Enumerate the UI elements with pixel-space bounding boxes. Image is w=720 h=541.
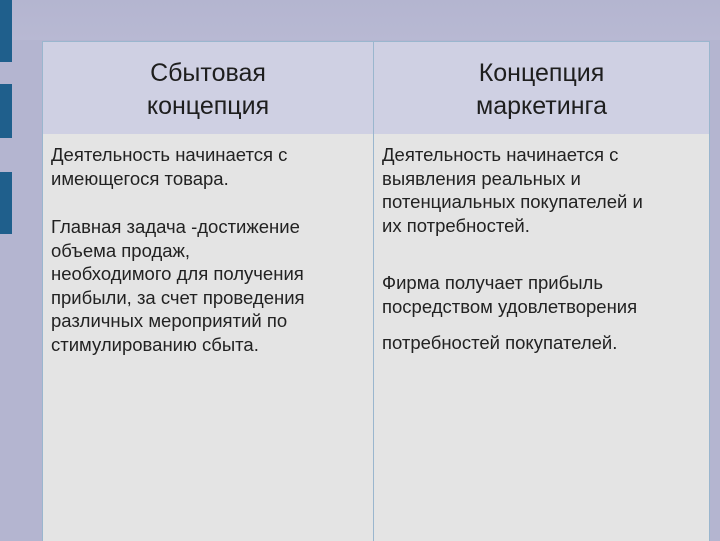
sales-concept-start: Деятельность начинается с имеющегося товара. [51,144,288,189]
accent-bar-middle [0,84,12,138]
marketing-concept-needs: потребностей покупателей. [382,332,618,353]
top-band [0,0,720,40]
accent-bar-top [0,0,12,62]
header-marketing-concept-text: Концепция маркетинга [476,59,607,120]
marketing-concept-profit: Фирма получает прибыль посредством удовлетворения [382,272,638,317]
marketing-concept-start: Деятельность начинается с выявления реальных и потенциальных покупателей и их потребностей. [382,144,643,236]
sales-concept-main-task: Главная задача -достижение объема продаж, необходимого для получения прибыли, за счет проведения различных мероприятий по стимулированию сбыта. [51,216,305,355]
header-sales-concept [43,50,373,130]
header-marketing-concept [374,50,709,130]
comparison-table [42,41,710,541]
header-sales-concept-text: Сбытовая концепция [146,59,270,120]
accent-bar-bottom [0,172,12,234]
